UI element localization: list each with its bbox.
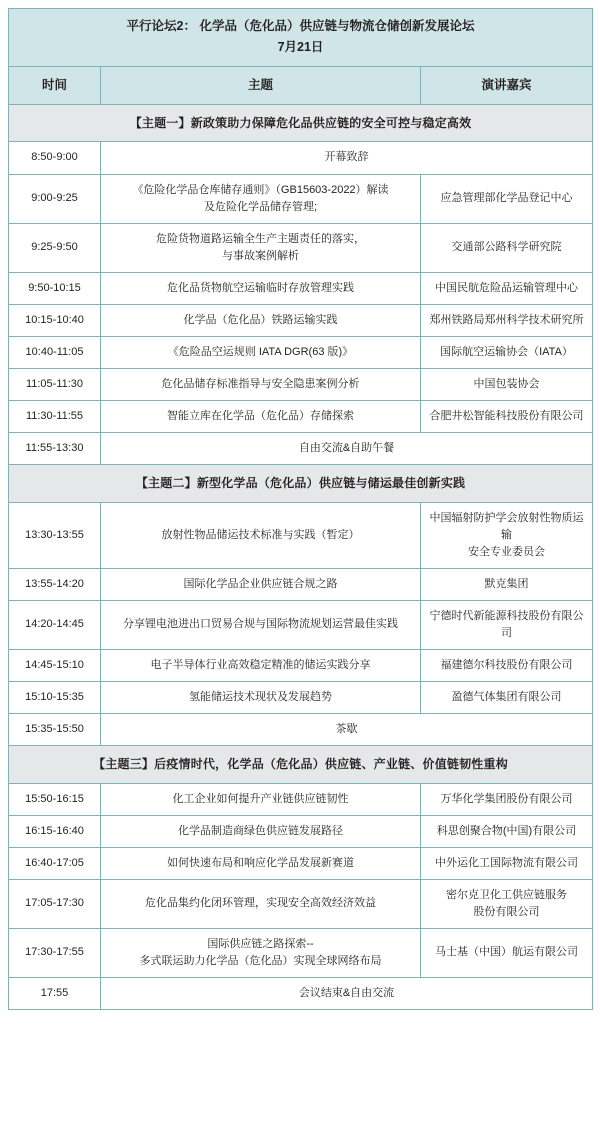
agenda-row xyxy=(9,783,593,815)
agenda-speaker-line: 密尔克卫化工供应链服务 xyxy=(446,888,568,901)
section-heading-cell: 【主题三】后疫情时代，化学品（危化品）供应链、产业链、价值链韧性重构 xyxy=(9,746,593,784)
agenda-topic-line: 多式联运助力化学品（危化品）实现全球网络布局 xyxy=(139,954,382,967)
agenda-speaker-cell: 万华化学集团股份有限公司 xyxy=(421,783,593,815)
agenda-topic-cell: 危化品储存标准指导与安全隐患案例分析 xyxy=(101,368,421,400)
agenda-speaker-cell: 应急管理部化学品登记中心 xyxy=(421,174,593,223)
agenda-row xyxy=(9,502,593,568)
agenda-time-cell: 9:00-9:25 xyxy=(9,174,101,223)
section-heading-cell: 【主题一】新政策助力保障危化品供应链的安全可控与稳定高效 xyxy=(9,104,593,142)
agenda-speaker-cell: 交通部公路科学研究院 xyxy=(421,223,593,272)
agenda-time-cell: 14:20-14:45 xyxy=(9,600,101,649)
agenda-speaker-line: 中国辐射防护学会放射性物质运输 xyxy=(429,511,584,541)
column-header-topic: 主题 xyxy=(101,66,421,104)
section-heading-cell: 【主题二】新型化学品（危化品）供应链与储运最佳创新实践 xyxy=(9,464,593,502)
agenda-topic-cell: 如何快速布局和响应化学品发展新赛道 xyxy=(101,847,421,879)
agenda-time-cell: 16:15-16:40 xyxy=(9,815,101,847)
column-header-time: 时间 xyxy=(9,66,101,104)
agenda-row xyxy=(9,928,593,977)
agenda-topic-cell: 化学品制造商绿色供应链发展路径 xyxy=(101,815,421,847)
agenda-topic-cell: 放射性物品储运技术标准与实践（暂定） xyxy=(101,502,421,568)
agenda-topic-cell: 《危险品空运规则 IATA DGR(63 版)》 xyxy=(101,336,421,368)
agenda-speaker-cell: 郑州铁路局郑州科学技术研究所 xyxy=(421,304,593,336)
agenda-topic-line: 《危险化学品仓库储存通则》（GB15603-2022）解读 xyxy=(132,183,389,196)
agenda-speaker-cell xyxy=(421,502,593,568)
agenda-speaker-line: 安全专业委员会 xyxy=(468,545,546,558)
agenda-time-cell: 17:30-17:55 xyxy=(9,928,101,977)
agenda-topic-cell: 国际化学品企业供应链合规之路 xyxy=(101,568,421,600)
agenda-row xyxy=(9,649,593,681)
agenda-speaker-cell: 中外运化工国际物流有限公司 xyxy=(421,847,593,879)
agenda-row xyxy=(9,336,593,368)
agenda-row xyxy=(9,304,593,336)
agenda-topic-cell: 化工企业如何提升产业链供应链韧性 xyxy=(101,783,421,815)
agenda-speaker-cell: 马士基（中国）航运有限公司 xyxy=(421,928,593,977)
agenda-row xyxy=(9,568,593,600)
agenda-row xyxy=(9,879,593,928)
agenda-time-cell: 9:25-9:50 xyxy=(9,223,101,272)
agenda-speaker-cell: 科思创聚合物(中国)有限公司 xyxy=(421,815,593,847)
agenda-time-cell: 14:45-15:10 xyxy=(9,649,101,681)
agenda-topic-cell: 电子半导体行业高效稳定精准的储运实践分享 xyxy=(101,649,421,681)
agenda-topic-cell: 危化品集约化闭环管理，实现安全高效经济效益 xyxy=(101,879,421,928)
agenda-time-cell: 17:05-17:30 xyxy=(9,879,101,928)
agenda-topic-cell xyxy=(101,174,421,223)
agenda-row xyxy=(9,847,593,879)
section-heading-row xyxy=(9,104,593,142)
column-header-speaker: 演讲嘉宾 xyxy=(421,66,593,104)
agenda-table-body xyxy=(9,9,593,1010)
forum-title-cell xyxy=(9,9,593,67)
agenda-time-cell: 10:40-11:05 xyxy=(9,336,101,368)
agenda-speaker-cell: 合肥井松智能科技股份有限公司 xyxy=(421,400,593,432)
agenda-row xyxy=(9,223,593,272)
agenda-topic-cell: 化学品（危化品）铁路运输实践 xyxy=(101,304,421,336)
agenda-topic-line: 与事故案例解析 xyxy=(222,249,299,262)
agenda-topic-cell: 智能立库在化学品（危化品）存储探索 xyxy=(101,400,421,432)
forum-title-main: 平行论坛2： 化学品（危化品）供应链与物流仓储创新发展论坛 xyxy=(126,19,475,33)
forum-title-row xyxy=(9,9,593,67)
column-header-row xyxy=(9,66,593,104)
agenda-topic-cell: 危化品货物航空运输临时存放管理实践 xyxy=(101,272,421,304)
agenda-time-cell: 15:50-16:15 xyxy=(9,783,101,815)
agenda-topic-cell: 自由交流&自助午餐 xyxy=(101,432,593,464)
agenda-speaker-cell xyxy=(421,879,593,928)
agenda-row xyxy=(9,600,593,649)
agenda-topic-cell: 分享锂电池进出口贸易合规与国际物流规划运营最佳实践 xyxy=(101,600,421,649)
agenda-speaker-cell: 国际航空运输协会（IATA） xyxy=(421,336,593,368)
agenda-speaker-cell: 宁德时代新能源科技股份有限公司 xyxy=(421,600,593,649)
agenda-time-cell: 9:50-10:15 xyxy=(9,272,101,304)
agenda-table xyxy=(8,8,593,1010)
agenda-time-cell: 8:50-9:00 xyxy=(9,142,101,174)
section-heading-row xyxy=(9,464,593,502)
agenda-speaker-cell: 盈德气体集团有限公司 xyxy=(421,681,593,713)
section-heading-row xyxy=(9,746,593,784)
agenda-speaker-line: 股份有限公司 xyxy=(473,905,540,918)
agenda-row xyxy=(9,713,593,745)
forum-title-date: 7月21日 xyxy=(277,40,324,55)
agenda-time-cell: 16:40-17:05 xyxy=(9,847,101,879)
agenda-speaker-cell: 默克集团 xyxy=(421,568,593,600)
agenda-row xyxy=(9,272,593,304)
agenda-topic-cell: 茶歇 xyxy=(101,713,593,745)
agenda-row xyxy=(9,815,593,847)
agenda-topic-line: 危险货物道路运输全生产主题责任的落实， xyxy=(156,232,365,245)
agenda-time-cell: 10:15-10:40 xyxy=(9,304,101,336)
agenda-topic-cell: 氢能储运技术现状及发展趋势 xyxy=(101,681,421,713)
agenda-topic-cell: 开幕致辞 xyxy=(101,142,593,174)
agenda-row xyxy=(9,432,593,464)
agenda-speaker-cell: 福建德尔科技股份有限公司 xyxy=(421,649,593,681)
agenda-speaker-cell: 中国包装协会 xyxy=(421,368,593,400)
agenda-row xyxy=(9,977,593,1009)
agenda-time-cell: 11:55-13:30 xyxy=(9,432,101,464)
agenda-row xyxy=(9,142,593,174)
agenda-topic-cell xyxy=(101,223,421,272)
agenda-time-cell: 11:05-11:30 xyxy=(9,368,101,400)
agenda-time-cell: 13:30-13:55 xyxy=(9,502,101,568)
agenda-time-cell: 17:55 xyxy=(9,977,101,1009)
agenda-time-cell: 15:35-15:50 xyxy=(9,713,101,745)
agenda-topic-line: 及危险化学品储存管理; xyxy=(203,200,318,213)
agenda-row xyxy=(9,368,593,400)
agenda-row xyxy=(9,681,593,713)
agenda-time-cell: 15:10-15:35 xyxy=(9,681,101,713)
agenda-row xyxy=(9,174,593,223)
agenda-topic-line: 国际供应链之路探索-- xyxy=(207,937,314,950)
agenda-time-cell: 11:30-11:55 xyxy=(9,400,101,432)
agenda-speaker-cell: 中国民航危险品运输管理中心 xyxy=(421,272,593,304)
agenda-row xyxy=(9,400,593,432)
agenda-time-cell: 13:55-14:20 xyxy=(9,568,101,600)
agenda-topic-cell xyxy=(101,928,421,977)
agenda-topic-cell: 会议结束&自由交流 xyxy=(101,977,593,1009)
